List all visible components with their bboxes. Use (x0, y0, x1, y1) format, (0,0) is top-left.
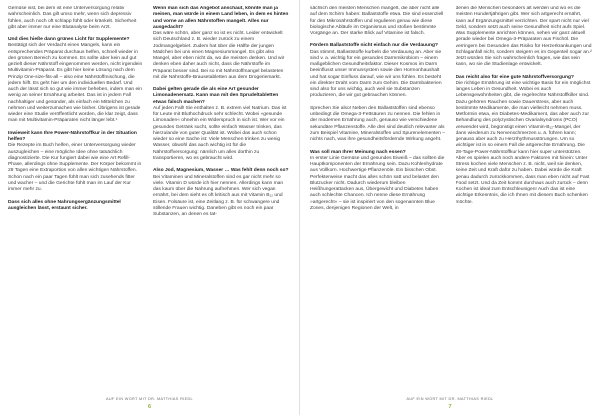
body-paragraph: Das stimmt, Ballaststoffe kurbeln die Verdauung an. Aber sie sind v. a. wichtig für ein gesundes Darmmikrobiom – einem maßgeblichen Gesundheitsfaktor. Dieser Kosmos im Darm beeinflusst unser Immunsystem sowie den Hormonhaushalt und hat sogar Einfluss darauf, wie wir uns fühlen. Es besteht ein direkter Draht vom Darm zum Gehirn. Die Darmbakterien sind also für uns wichtig, auch weil sie Substanzen produzieren, die wir gut gebrauchen können. (310, 49, 442, 99)
interview-question: Und dies hieße dann grünes Licht für Supplemente? (8, 37, 130, 43)
body-paragraph: Auf jeden Fall! Sie enthalten z. B. extrem viel Natrium. Das ist für Leute mit Bluthochdruck sehr schlecht. Wobei »gesunde Limonaden« ohnehin ein Widerspruch in sich ist. Wer vor ein gesundes Getränk sucht, sollte einfach Wasser trinken, das hierzulande von guter Qualität ist. Wobei das auch schon wieder so eine Sache ist: Viele Menschen trinken zu wenig Wasser, obwohl das auch wichtig ist für die Nährstoffversorgung: nämlich um alles dorthin zu transportieren, wo es gebraucht wird. (153, 105, 287, 161)
text-column (8, 6, 144, 381)
interview-question: Das reicht also für eine gute Nährstoffversorgung? (455, 74, 574, 80)
body-paragraph: Sprechen Sie also! Neben den Ballaststoffen sind ebenso unbedingt die Omega-3-Fettsäuren zu nennen. Die fehlen in der modernen Ernährung auch, genauso wie verschiedene sekundäre Pflanzenstoffe. Alle drei sind deutlich relevanter als zum Beispiel Vitamine, Mineralstoffen und Spurenelementen – nichts nach, was ihre gesundheitsfördernde Wirkung angeht. (310, 105, 445, 143)
interview-question: Inwieweit kann Ihre Power-Nährstoffkur in der Situation helfen? (8, 130, 137, 143)
body-paragraph: Die richtige Ernährung ist eine wichtige Basis für ein möglichst langes Leben in Gesundheit. Wobei es auch Lebensgewohnheiten gibt, die regelrechte Nährstoffkiller sind. Dazu gehören Rauchen sowie Dauerstress, aber auch bestimmte Medikamente, die man vielleicht nehmen muss. Metformin etwa, ein Diabetes-Medikament, das aber auch zur Behandlung des polyzystischen Ovarialsyndroms (PCO) verwendet wird, begünstigt einen Vitamin-B₁₂-Mangel, der dann wiederum zu Nervenschmerzen u. ä. führen kann; genauso aber auch zu Herzrhythmusstörungen. Um so wichtiger ist in so einem Fall die artgerechte Ernährung. Die 28-Tage-Power-Nährstoffkur kann hier super unterstützen. Aber es spielen auch noch andere Faktoren mit hinein: Unter Stress kochen viele Menschen z. B. nicht, weil sie denken, keine Zeit und Kraft dafür zu haben. Dabei würde die Kraft genau dadurch zurückkommen, dass man eben nicht auf Fast Food setzt. Und da Zeit kommt durchaus auch zurück – denn Kochen ist ideal zum Entschleunigen! Auch das ist eine wichtige Erkenntnis, die ich Ihnen mit diesem Buch schenken möchte. (455, 80, 591, 205)
body-paragraph: sächlich den meisten Menschen mangelt, die aber nicht alle auf dem Schirm haben: Ballaststoffe etwa. Die sind essenziell für den Mikronährstoffen und regulieren genau wie diese biologische Abläufe im Organismus und stoßen bestimmte Vorgänge an. Der starke Blick auf Vitamine ist falsch. (310, 6, 444, 36)
body-paragraph: Die Rezepte im Buch helfen, einer Unterversorgung wieder auszugleichen – eine mögliche Idee ohne tatsächlich diagnostizierte. Die Kur fungiert dabei wie eine Art Refill-Phase, allerdings ohne Supplemente. Der Körper bekommt in 28 Tagen eine Extraportion von allen wichtigen Nährstoffen. Schon nach ein paar Tagen fühlt man sich zusehends fitter und wacher – und die Gerichte fühlt man im Lauf der Kur immer mehr zu. (8, 143, 142, 193)
running-footer: AUF EIN WORT MIT DR. MATTHIAS RIEDL (406, 397, 494, 401)
body-paragraph: Gemüse isst, bei dem ist eine Unterversorgung relativ wahrscheinlich. Das gilt umso mehr, wenn sich depressiv fühlen, auch noch oft schlapp fühlt oder kränkelt. Sicherheit gibt aber immer nur eine Blutanalyse beim Arzt. (8, 6, 137, 30)
right-page-columns (300, 6, 600, 381)
page-number: 7 (448, 404, 452, 410)
interview-question: Wenn man sich das Angebot anschaut, könnte man ja meinen, man würde in einem Land leben, in dem es hinten und vorne an allen Nährstoffen mangelt. Alles nur ausgedacht? (153, 6, 289, 30)
page-number: 6 (147, 404, 152, 410)
interview-question: Also Jod, Magnesium, Wasser … Was fehlt denn noch so? (153, 168, 289, 174)
interview-question: Dabei gelten gerade die als eine Art gesunder Limonadenersatz. Kann man mit den Sprudeltabletten etwas falsch machen? (153, 87, 279, 105)
body-paragraph: Das wäre schön, aber ganz so ist es nicht. Leider entwickelt sich Deutschland z. B. wieder zurück zu einem Jodmangelgebiet. Zudem hat über die Hälfte der jungen Mädchen bei uns einen Magnesiummangel. Es gibt also Mangel, aber eben nicht da, wo die meisten denken. Und wir denken eben daher auch nicht, dass die Nährstoffe im Präparat besser sind. Bei so mit Nährstoffmangel belasteten mit die Nährstoffe-Brausetabletten aus dem Drogeriemarkt. (153, 31, 285, 80)
interview-question: Dass sich alles ohne Nahrungsergänzungsmittel ausgleichen lässt, erstaunt sicher. (8, 199, 121, 211)
body-paragraph: Bestätigt sich der Verdacht eines Mangels, kann ein entsprechendes Präparat durchaus helfen, schnell wieder in den grünen Bereich zu kommen. Es sollte aber kein auf gut gezielt dieser Nährstoff eingenommen werden, nicht irgendein Multivitamin-Präparat. Es gibt hier keine Lösung nach dem Prinzip One-size-fits-all – also eine Nährstoffmischung, die jedem hilft. Es geht hier um den individuellen Bedarf. Und auch der lässt sich so gut wie immer beheben, indem man ein wenig an seiner Ernährung arbeitet. Das ist in jedem Fall nachhaltiger und gesünder, als einfach ein Mittelchen zu nehmen und weiterzumachen wie bisher. Übrigens ist gerade wieder eine Studie veröffentlicht worden, die klar zeigt, dass man mit Multivitamin-Präparaten nicht länger lebt.¹ (8, 43, 143, 124)
text-column (310, 6, 447, 381)
interview-question: Was soll man Ihrer Meinung nach essen? (310, 149, 406, 155)
body-paragraph: denen die Menschen besonders alt werden und wo es die meisten Hundertjährigen gibt. Wer sich artgerecht ernährt, kann auf Ergänzungsmittel verzichten. Der spart nicht nur viel Geld, sondern setzt auch seine Gesundheit nicht aufs Spiel. Was Supplemente anrichten können, sehen wir ganz aktuell gerade wieder bei Omega-3-Präparaten aus Fischöl. Die verringern bei Gesunden das Risiko für Herzerkrankungen und Schlaganfall nicht, sondern steigern es im Gegenteil sogar an.² Jetzt würden Sie sich wahrscheinlich fragen, wie das sein kann, wo sie die Studienlage entwickelt. (455, 6, 592, 68)
left-page-columns (0, 6, 299, 381)
right-page (300, 0, 600, 415)
body-paragraph: Bei Vitaminen und Mineralstoffen sind es gar nicht mehr so viele. Vitamin D würde ich hier nennen. Allerdings kann man das kaum über die Nahrung aufnehmen. Wer sich vegan ernährt, bei dem sieht es oft kritisch aus mit Vitamin B₁₂ und Eisen. Folsäure ist, eine Zeitlang z. B. für schwangere und stillende Frauen wichtig. Daneben gibt es noch ein paar Substanzen, an denen es tat- (153, 174, 284, 218)
body-paragraph: In erster Linie Gemüse und gesundes Eiweiß – das sollten die Hauptkomponenten der Ernährung sein. Dazu Kohlenhydrate aus Vollkorn. Hochwertige Pflanzenöle. Ein bisschen Obst. Perfekterweise macht das alles schön satt und belastet den Blutzucker nicht. Dadurch wiederum bleiben Heißhungerattacken aus, Übergewicht und Diabetes haben auch schlechte Chancen. Ich nenne diese Ernährung »artgerecht« – sie ist inspiriert von den sogenannten Blue Zones, denjenigen Regionen der Welt, in (310, 155, 445, 211)
text-column (456, 6, 593, 381)
interview-question: Fördern Ballaststoffe nicht einfach nur die Verdauung? (310, 43, 438, 49)
running-footer: AUF EIN WORT MIT DR. MATTHIAS RIEDL (105, 397, 194, 401)
text-column (153, 6, 289, 381)
